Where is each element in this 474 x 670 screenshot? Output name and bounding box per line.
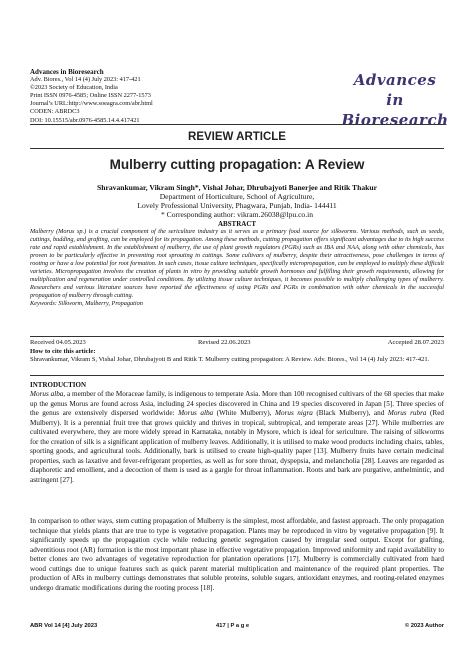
logo-line: Bioresearch [341,111,449,129]
text-run: (Red Mulberry). It is a perennial fruit tree that grows quickly and thrives in tropical, subtropical, and temperate areas [27]. While mulberries are cultivated everywhere, they are more widely spread in Karnataka, notably in Mysore, which is ideal for sericulture. The raising of silkworms for the creation of silk is a significant application of mulberry leaves. Additionally, it is utilised to make wood products including chairs, tables, sporting goods, and agricultural tools. Additionally, bark is utilised to create high-quality paper [13]. Mulberry fruits have certain medicinal properties, such as laxative and fever-refrigerant properties, as well as for sore throat, dyspepsia, and melancholia [28]. Leaves are regarded as diaphoretic and emollient, and a decoction of them is used as a gargle for throat inflammation. Roots and bark are purgative, anthelmintic, and astringent [27]. [30,409,444,484]
citation-heading: How to cite this article: [30,348,96,355]
abstract-text: Mulberry (Morus sp.) is a crucial component of the sericulture industry as it serves as a primary food source for silkworms. Various methods, such as seeds, cuttings, budding, and grafting, can be employed for its propagation. Among these methods, cutting propagation offers significant advantages due to its high success rate and rapid establishment. In the establishment of mulberry, the use of plant growth regulators (PGRs) such as IBA and NAA, along with other chemicals, has proven to be particularly effective in preventing root sprouting in cuttings. Some cultivars of mulberry, despite their attractiveness, pose challenges in terms of rooting or have a low potential for root formation. In such cases, tissue culture techniques, specifically micropropagation, can be employed to multiply these difficult varieties. Micropropagation involves the creation of plants in vitro by providing suitable growth hormones and fulfilling their growth requirements, allowing for multiplication and regeneration under controlled conditions. By utilizing tissue culture techniques, it becomes possible to multiply challenging types of mulberry. Researchers and various literature sources have reported the effectiveness of using PGRs and PGRs in combination with other chemicals in the successful propagation of mulberry through cutting. [30,228,444,300]
footer-copyright: © 2023 Author [404,623,444,629]
journal-title: Advances in Bioresearch [30,68,104,76]
logo-line: in [386,91,404,109]
journal-line: Journal’s URL:http://www.soeagra.com/abr.html [30,100,153,108]
text-run: (White Mulberry), [213,409,275,418]
species-name: Morus rubra [387,409,427,418]
corresponding-email: * Corresponding author: vikram.26038@lpu.co.in [160,210,314,219]
journal-header [30,68,330,125]
author-list: Shravankumar, Vikram Singh*, Vishal Johar, Dhrubajyoti Banerjee and Ritik Thakur [97,183,377,192]
header-divider [30,124,444,125]
journal-line: ©2023 Society of Education, India [30,84,118,92]
journal-logo [340,70,450,130]
intro-paragraph-2: In comparison to other ways, stem cutting propagation of Mulberry is the simplest, most affordable, and fastest approach. The only propagation technique that yields plants that are true to type is vegetative propagation. Plants may be reproduced in vitro by vegetative propagation [9]. It significantly speeds up the propagation cycle while reducing genetic segregation caused by irregular seed output. Except for grafting, adventitious root (AR) formation is the most important phase in effective vegetative propagation. Improved uniformity and rapid availability to better clones are two advantages of vegetative reproduction for plantation operations [17]. Mulberry is commercially cultivated from hard wood cuttings due to unique features such as quick parent material multiplication and maintenance of the required plant properties. The production of ARs in mulberry cuttings demonstrates that soluble proteins, soluble sugars, antioxidant enzymes, and rooting-related enzymes undergo dramatic modifications during the rooting process [18]. [30,517,444,592]
citation-divider [30,375,444,376]
affiliation-dept: Department of Horticulture, School of Agriculture, [159,192,315,201]
affiliation-university: Lovely Professional University, Phagwara, Punjab, India- 144411 [137,201,337,210]
article-type: REVIEW ARTICLE [188,131,286,143]
intro-paragraph-1 [30,390,444,485]
footer-page-number: 417 | P a g e [216,623,250,629]
text-run: , a member of the Moraceae family, is indigenous to temperate Asia. More than 100 recognised cultivars of the 68 species that make up the genus Morus are found across Asia, including 24 species discovered in China and 19 species discovered in Japan [5]. Three species of the genus are extensively dispersed worldwide: [30,390,444,418]
received-date: Received 04.05.2023 [30,339,86,346]
footer-journal: ABR Vol 14 [4] July 2023 [30,623,98,629]
species-name: Morus alba [30,390,64,398]
introduction-heading: INTRODUCTION [30,381,87,389]
logo-line: Advances [353,71,437,89]
journal-line: Adv. Biores., Vol 14 (4) July 2023: 417-421 [30,76,141,84]
article-title: Mulberry cutting propagation: A Review [109,157,365,172]
species-name: Morus nigra [275,409,313,418]
journal-line: DOI: 10.15515/abr.0976-4585.14.4.417421 [30,116,140,124]
journal-line: CODEN: ABRDC3 [30,108,80,116]
title-divider [30,148,444,149]
abstract-heading: ABSTRACT [217,220,257,228]
species-name: Morus alba [178,409,214,418]
text-run: (Black Mulberry), and [312,409,388,418]
citation-text: Shravankumar, Vikram S, Vishal Johar, Dhrubajyoti B and Ritik T. Mulberry cutting propagation: A Review. Adv. Biores., Vol 14 (4) July 2023: 417-421. [30,356,430,363]
abstract-divider [30,336,444,337]
keywords: Keywords: Silkworm, Mulberry, Propagation [30,300,143,308]
revised-date: Revised 22.06.2023 [198,339,251,346]
abstract-body [30,228,444,308]
accepted-date: Accepted 28.07.2023 [387,339,444,346]
journal-line: Print ISSN 0976-4585; Online ISSN 2277-1573 [30,92,151,100]
